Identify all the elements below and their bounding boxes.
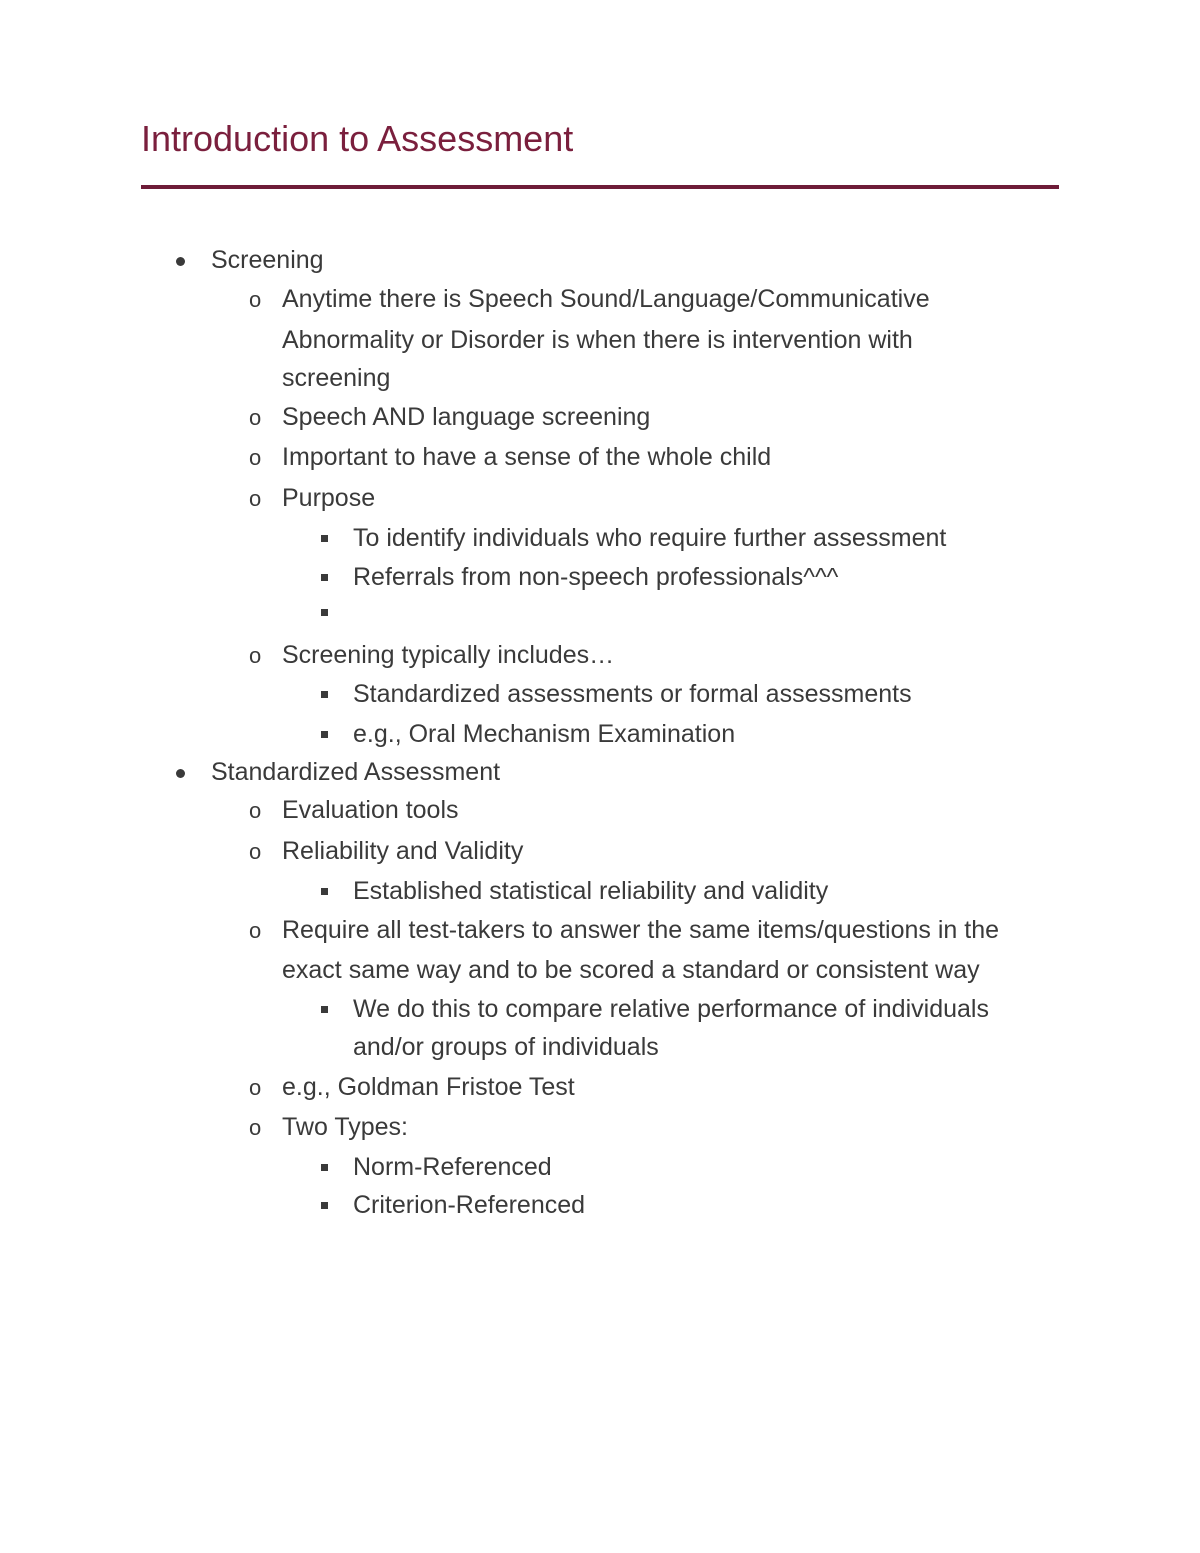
bullet-dot-icon bbox=[176, 769, 185, 778]
outline-item-level-3: and/or groups of individuals bbox=[353, 1033, 659, 1061]
bullet-square-icon bbox=[321, 574, 328, 581]
outline-item-level-2: Abnormality or Disorder is when there is intervention with bbox=[282, 326, 913, 354]
bullet-square-icon bbox=[321, 609, 328, 616]
bullet-square-icon bbox=[321, 731, 328, 738]
outline-item-level-2: Require all test-takers to answer the same items/questions in the bbox=[282, 916, 1000, 944]
bullet-square-icon bbox=[321, 888, 328, 895]
outline-item-level-3: e.g., Oral Mechanism Examination bbox=[353, 720, 736, 748]
bullet-circle-icon: o bbox=[249, 1115, 262, 1140]
outline-item-level-2: Speech AND language screening bbox=[282, 403, 651, 431]
bullet-circle-icon: o bbox=[249, 643, 262, 668]
bullet-dot-icon bbox=[176, 257, 185, 266]
bullet-circle-icon: o bbox=[249, 918, 262, 943]
outline-item-level-2: Purpose bbox=[282, 484, 376, 512]
bullet-circle-icon: o bbox=[249, 486, 262, 511]
outline-item-level-2: Screening typically includes… bbox=[282, 641, 615, 669]
outline-item-level-1: Standardized Assessment bbox=[211, 758, 501, 786]
bullet-square-icon bbox=[321, 1202, 328, 1209]
bullet-circle-icon: o bbox=[249, 839, 262, 864]
outline-item-level-3: We do this to compare relative performance of individuals bbox=[353, 995, 989, 1023]
outline-item-level-2: Reliability and Validity bbox=[282, 837, 524, 865]
title-divider bbox=[141, 185, 1059, 189]
outline-item-level-2: screening bbox=[282, 364, 391, 392]
bullet-square-icon bbox=[321, 1006, 328, 1013]
bullet-circle-icon: o bbox=[249, 1075, 262, 1100]
outline-item-level-3: Referrals from non-speech professionals^^^ bbox=[353, 563, 839, 591]
bullet-square-icon bbox=[321, 535, 328, 542]
outline-item-level-3: Norm-Referenced bbox=[353, 1153, 552, 1181]
bullet-circle-icon: o bbox=[249, 287, 262, 312]
outline-item-level-2: Important to have a sense of the whole child bbox=[282, 443, 772, 471]
bullet-square-icon bbox=[321, 691, 328, 698]
outline-item-level-2: Two Types: bbox=[282, 1113, 408, 1141]
outline-item-level-2: e.g., Goldman Fristoe Test bbox=[282, 1073, 575, 1101]
bullet-circle-icon: o bbox=[249, 798, 262, 823]
outline-item-level-1: Screening bbox=[211, 246, 324, 274]
outline-item-level-3: Criterion-Referenced bbox=[353, 1191, 586, 1219]
bullet-circle-icon: o bbox=[249, 445, 262, 470]
page-title: Introduction to Assessment bbox=[141, 118, 574, 159]
outline-item-level-2: exact same way and to be scored a standard or consistent way bbox=[282, 956, 980, 984]
outline-item-level-2: Evaluation tools bbox=[282, 796, 459, 824]
bullet-circle-icon: o bbox=[249, 405, 262, 430]
outline-item-level-3: Standardized assessments or formal assessments bbox=[353, 680, 912, 708]
outline-item-level-3: Established statistical reliability and validity bbox=[353, 877, 829, 905]
outline-item-level-2: Anytime there is Speech Sound/Language/Communicative bbox=[282, 285, 930, 313]
outline-item-level-3: To identify individuals who require further assessment bbox=[353, 524, 947, 552]
bullet-square-icon bbox=[321, 1164, 328, 1171]
